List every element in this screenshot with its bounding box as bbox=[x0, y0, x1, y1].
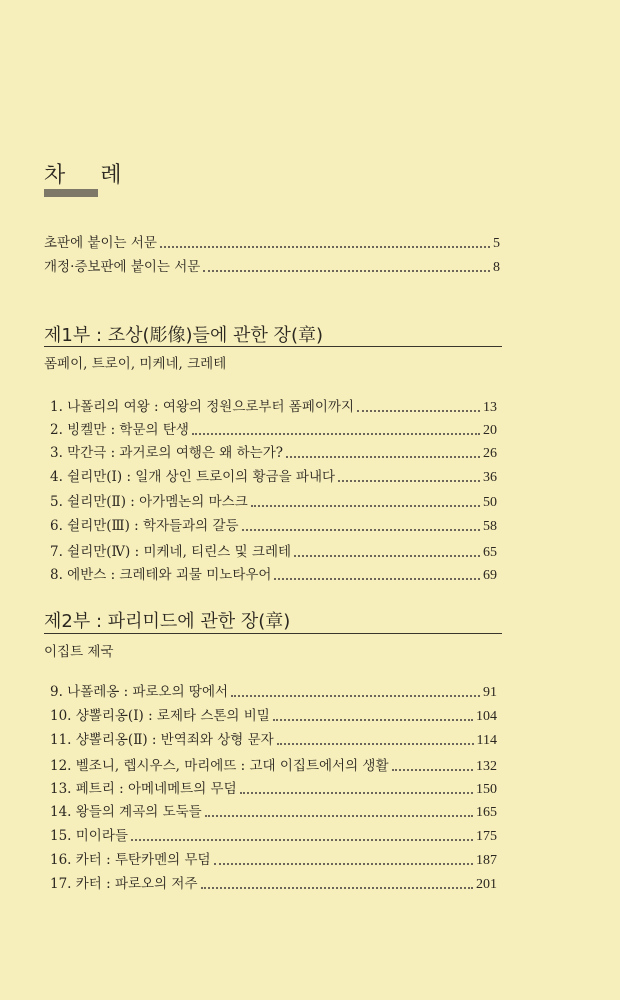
dot-leader bbox=[338, 479, 480, 482]
toc-entry-label: 6. 쉴리만(Ⅲ) : 학자들과의 갈등 bbox=[50, 518, 239, 534]
toc-entry-page: 91 bbox=[483, 685, 497, 700]
dot-leader bbox=[286, 455, 480, 458]
part2-subtitle: 이집트 제국 bbox=[44, 644, 114, 660]
toc-entry-label: 7. 쉴리만(Ⅳ) : 미케네, 티린스 및 크레테 bbox=[50, 544, 292, 560]
dot-leader bbox=[240, 791, 473, 794]
toc-entry-page: 20 bbox=[483, 423, 497, 438]
toc-entry-label: 3. 막간극 : 과거로의 여행은 왜 하는가? bbox=[50, 445, 283, 461]
toc-entry-label: 15. 미이라들 bbox=[50, 828, 128, 844]
part1-heading: 제1부 : 조상(彫像)들에 관한 장(章) bbox=[44, 325, 323, 346]
toc-entry-label: 1. 나폴리의 여왕 : 여왕의 정원으로부터 폼페이까지 bbox=[50, 399, 354, 415]
dot-leader bbox=[242, 528, 480, 531]
toc-entry[interactable] bbox=[50, 421, 497, 440]
dot-leader bbox=[201, 886, 473, 889]
toc-entry-label: 개정·증보판에 붙이는 서문 bbox=[44, 259, 201, 275]
toc-entry-label: 11. 샹뽈리옹(Ⅱ) : 반역죄와 상형 문자 bbox=[50, 732, 274, 748]
toc-entry-page: 165 bbox=[476, 805, 497, 820]
toc-entry[interactable] bbox=[50, 683, 497, 702]
dot-leader bbox=[205, 814, 473, 817]
toc-entry[interactable] bbox=[44, 234, 500, 253]
dot-leader bbox=[231, 694, 480, 697]
toc-entry-label: 초판에 붙이는 서문 bbox=[44, 235, 157, 251]
toc-entry-label: 17. 카터 : 파로오의 저주 bbox=[50, 876, 198, 892]
dot-leader bbox=[160, 245, 490, 248]
toc-entry[interactable] bbox=[50, 851, 497, 870]
toc-entry-page: 36 bbox=[483, 470, 497, 485]
toc-entry-page: 8 bbox=[493, 260, 500, 275]
dot-leader bbox=[392, 768, 474, 771]
toc-entry-page: 13 bbox=[483, 400, 497, 415]
toc-entry-label: 16. 카터 : 투탄카멘의 무덤 bbox=[50, 852, 211, 868]
toc-entry-page: 26 bbox=[483, 446, 497, 461]
toc-entry[interactable] bbox=[50, 543, 497, 562]
toc-entry-label: 10. 샹뽈리옹(Ⅰ) : 로제타 스톤의 비밀 bbox=[50, 708, 270, 724]
toc-entry-page: 69 bbox=[483, 568, 497, 583]
toc-entry-page: 58 bbox=[483, 519, 497, 534]
toc-entry-label: 13. 페트리 : 아메네메트의 무덤 bbox=[50, 781, 237, 797]
toc-entry[interactable] bbox=[50, 517, 497, 536]
page-title: 차 례 bbox=[44, 163, 136, 188]
dot-leader bbox=[274, 577, 480, 580]
part1-subtitle: 폼페이, 트로이, 미케네, 크레테 bbox=[44, 356, 227, 372]
toc-entry-label: 12. 벨조니, 렙시우스, 마리에뜨 : 고대 이집트에서의 생활 bbox=[50, 758, 389, 774]
toc-entry[interactable] bbox=[50, 803, 497, 822]
toc-entry-page: 201 bbox=[476, 877, 497, 892]
dot-leader bbox=[251, 504, 480, 507]
dot-leader bbox=[277, 742, 474, 745]
toc-entry-page: 175 bbox=[476, 829, 497, 844]
toc-entry-label: 8. 에반스 : 크레테와 괴물 미노타우어 bbox=[50, 567, 272, 583]
toc-entry-page: 50 bbox=[483, 495, 497, 510]
toc-entry[interactable] bbox=[50, 398, 497, 417]
toc-entry-page: 104 bbox=[476, 709, 497, 724]
toc-entry[interactable] bbox=[50, 444, 497, 463]
toc-entry-page: 187 bbox=[476, 853, 497, 868]
toc-entry-label: 9. 나폴레옹 : 파로오의 땅에서 bbox=[50, 684, 229, 700]
dot-leader bbox=[192, 432, 480, 435]
dot-leader bbox=[131, 838, 473, 841]
toc-entry[interactable] bbox=[44, 258, 500, 277]
toc-entry-page: 132 bbox=[476, 759, 497, 774]
toc-entry[interactable] bbox=[50, 566, 497, 585]
toc-entry[interactable] bbox=[50, 827, 497, 846]
toc-entry-page: 65 bbox=[483, 545, 497, 560]
toc-entry-label: 4. 쉴리만(Ⅰ) : 일개 상인 트로이의 황금을 파내다 bbox=[50, 469, 336, 485]
toc-entry[interactable] bbox=[50, 875, 497, 894]
toc-entry-label: 14. 왕들의 계곡의 도둑들 bbox=[50, 804, 202, 820]
toc-entry-page: 5 bbox=[493, 236, 500, 251]
dot-leader bbox=[214, 862, 473, 865]
toc-entry[interactable] bbox=[50, 731, 497, 750]
part2-heading: 제2부 : 파리미드에 관한 장(章) bbox=[44, 611, 291, 632]
part1-rule bbox=[44, 346, 502, 347]
part2-rule bbox=[44, 633, 502, 634]
toc-entry[interactable] bbox=[50, 493, 497, 512]
toc-entry-label: 2. 빙켈만 : 학문의 탄생 bbox=[50, 422, 189, 438]
dot-leader bbox=[357, 409, 480, 412]
dot-leader bbox=[294, 554, 480, 557]
toc-entry[interactable] bbox=[50, 780, 497, 799]
dot-leader bbox=[273, 718, 473, 721]
toc-entry[interactable] bbox=[50, 468, 497, 487]
title-underline-bar bbox=[44, 189, 98, 197]
toc-entry-page: 114 bbox=[476, 733, 497, 748]
dot-leader bbox=[203, 269, 490, 272]
toc-entry-page: 150 bbox=[476, 782, 497, 797]
toc-entry[interactable] bbox=[50, 757, 497, 776]
toc-entry-label: 5. 쉴리만(Ⅱ) : 아가멤논의 마스크 bbox=[50, 494, 248, 510]
toc-entry[interactable] bbox=[50, 707, 497, 726]
